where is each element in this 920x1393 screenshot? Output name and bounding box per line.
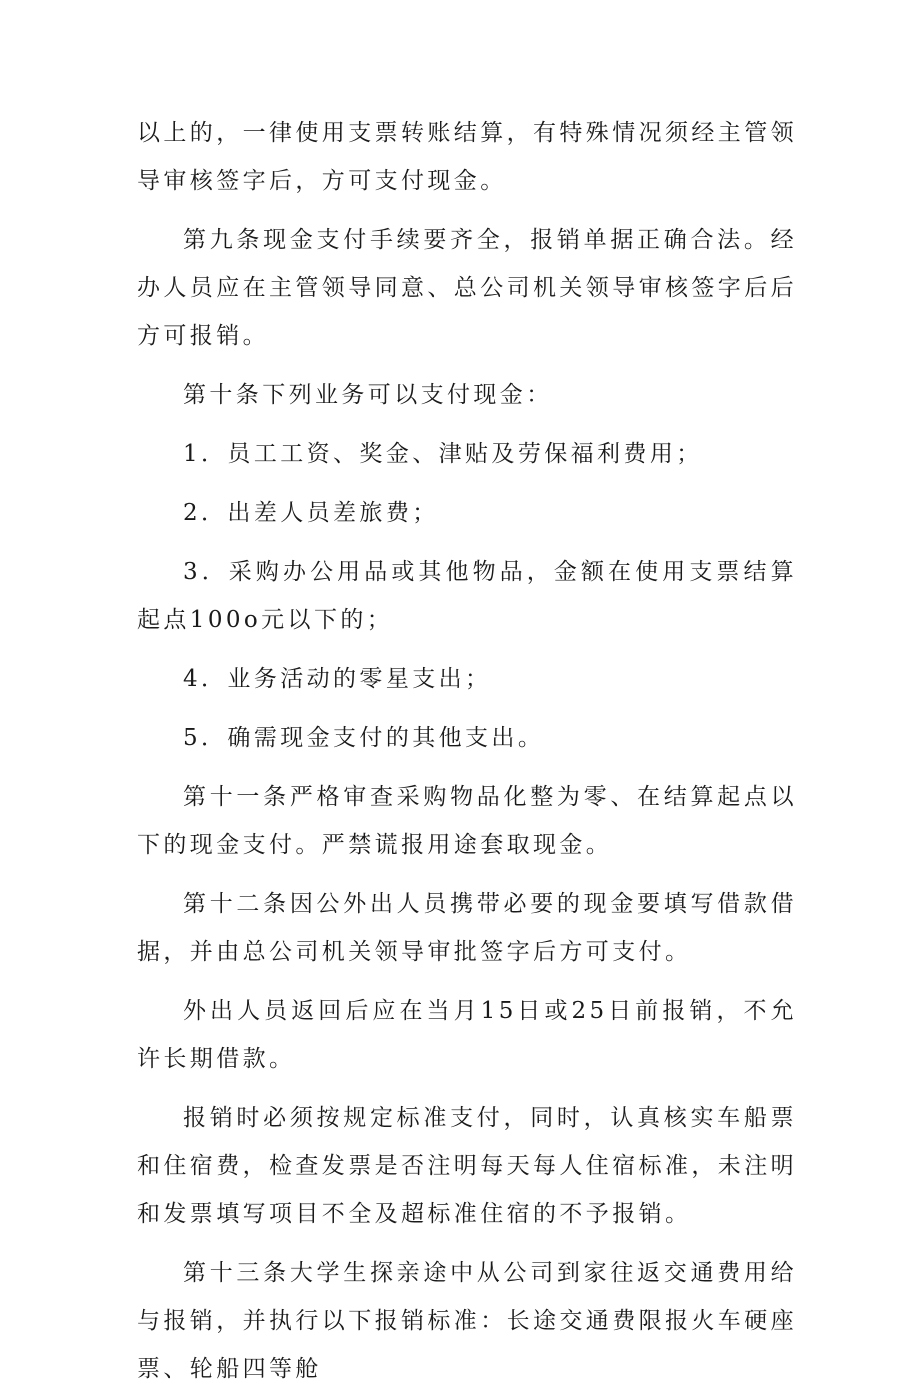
paragraph-1: 以上的，一律使用支票转账结算，有特殊情况须经主管领导审核签字后，方可支付现金。: [137, 120, 797, 194]
paragraph-article-11: 第十一条严格审查采购物品化整为零、在结算起点以下的现金支付。严禁谎报用途套取现金。: [137, 784, 797, 858]
list-item-4: 4．业务活动的零星支出；: [183, 666, 492, 692]
list-item-2: 2．出差人员差旅费；: [183, 500, 439, 526]
paragraph-return-reimbursement: 外出人员返回后应在当月15日或25日前报销，不允许长期借款。: [137, 998, 797, 1072]
paragraph-reimbursement-standard: 报销时必须按规定标准支付，同时，认真核实车船票和住宿费，检查发票是否注明每天每人住宿标准，未注明和发票填写项目不全及超标准住宿的不予报销。: [137, 1105, 797, 1227]
list-item-5: 5．确需现金支付的其他支出。: [183, 725, 545, 751]
document-body: [137, 109, 797, 1393]
list-item-1: 1．员工工资、奖金、津贴及劳保福利费用；: [183, 441, 703, 467]
list-item-3: 3．采购办公用品或其他物品，金额在使用支票结算起点100o元以下的；: [137, 559, 797, 633]
paragraph-article-9: 第九条现金支付手续要齐全，报销单据正确合法。经办人员应在主管领导同意、总公司机关领导审核签字后后方可报销。: [137, 227, 797, 349]
paragraph-article-12: 第十二条因公外出人员携带必要的现金要填写借款借据，并由总公司机关领导审批签字后方可支付。: [137, 891, 797, 965]
paragraph-article-10: 第十条下列业务可以支付现金：: [183, 382, 553, 408]
paragraph-article-13: 第十三条大学生探亲途中从公司到家往返交通费用给与报销，并执行以下报销标准：长途交通费限报火车硬座票、轮船四等舱: [137, 1260, 797, 1382]
